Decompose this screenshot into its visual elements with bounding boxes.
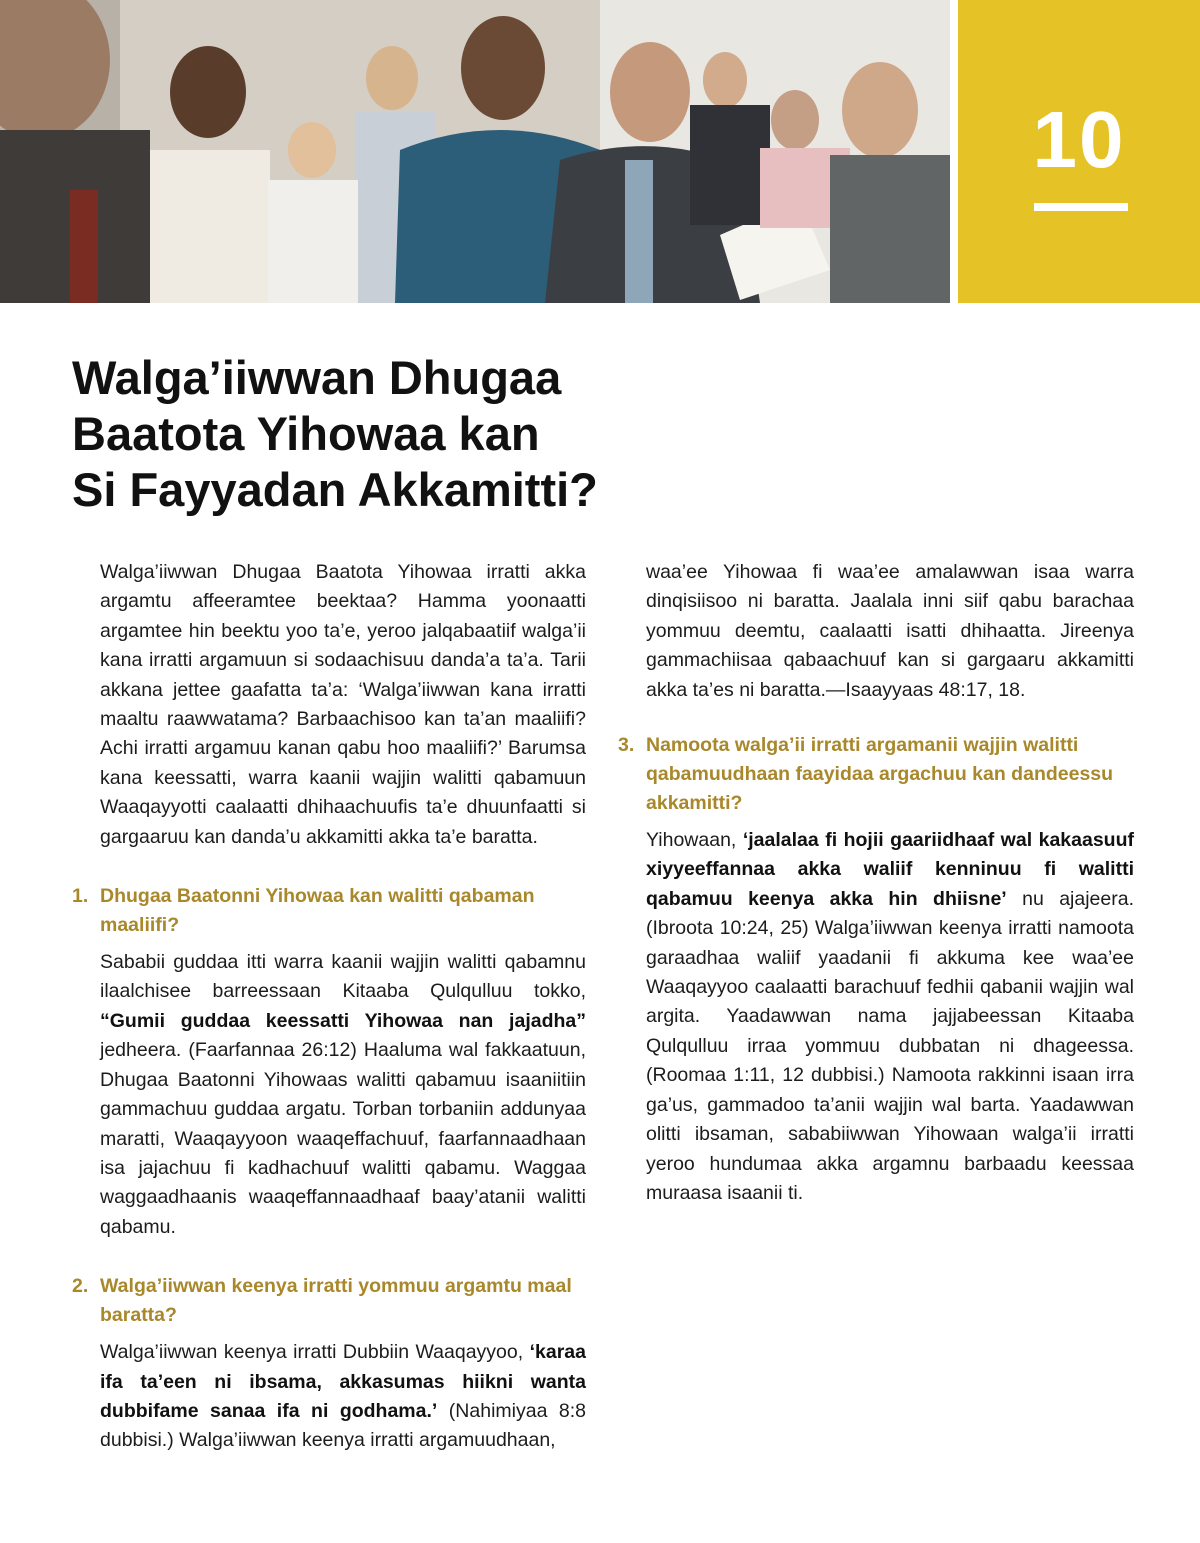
question-heading <box>618 731 1134 818</box>
page-title <box>72 350 712 518</box>
question-text: Walga’iiwwan keenya irratti yommuu argamtu maal baratta? <box>100 1275 572 1327</box>
answer-text: jedheera. (Faarfannaa 26:12) Haaluma wal fakkaatuun, Dhugaa Baatonni Yihowaas walitti qabamuu isaaniitiin gammachuu guddaa argatu. Torban torbaniin addunyaa maratti, Waaqayyoon waaqeffachuuf, faarfannaadhaan isa jajachuu fi kadhachuuf walitti qabamu. Waggaa waggaadhaanis waaqeffannaadhaaf baay’atanii walitti qabamu. <box>100 1039 586 1238</box>
right-column <box>618 558 1134 1208</box>
chapter-underline <box>1034 203 1128 211</box>
chapter-badge <box>958 0 1200 303</box>
answer-continuation: waa’ee Yihowaa fi waa’ee amalawwan isaa warra dinqisiisoo ni baratta. Jaalala inni siif qabu barachaa yommuu deemtu, caalaatti isatti dhihaatta. Jireenya gammachiisaa qabaachuuf kan si gargaaru akkamitti akka ta’es ni baratta.—Isaayyaas 48:17, 18. <box>646 561 1134 701</box>
answer-text: nu ajajeera. (Ibroota 10:24, 25) Walga’iiwwan keenya irratti namoota garaadhaa waliif yaadanii fi akkuma kee waa’ee Waaqayyoo caalaatti barachuuf fedhii qabanii wajjin wal argita. Yaadawwan nama jajjabeessan Kitaaba Qulqulluu irraa yommuu dubbatan ni dhageessa. (Roomaa 1:11, 12 dubbisi.) Namoota rakkinni isaan irra ga’us, gammadoo ta’anii wajjin wal barta. Yaadawwan olitti ibsaman, sababiiwwan Yihowaan walga’ii irratti yeroo hundumaa akka argamnu barbaadu keessaa muraasa isaanii ti. <box>646 887 1135 1204</box>
title-line: Baatota Yihowaa kan <box>72 407 540 460</box>
question-number: 3. <box>618 734 635 757</box>
scripture-quote: ‘jaalalaa fi hojii gaariidhaaf wal kakaasuuf xiyyeeffannaa akka waliif kenninuu fi walitti qabamuu keenya akka hin dhiisne’ <box>646 829 1134 910</box>
answer-text: Yihowaan, <box>646 829 743 852</box>
question-number: 2. <box>72 1275 89 1298</box>
question-number: 1. <box>72 885 89 908</box>
title-line: Walga’iiwwan Dhugaa <box>72 351 562 404</box>
question-text: Namoota walga’ii irratti argamanii wajjin walitti qabamuudhaan faayidaa argachuu kan dandeessu akkamitti? <box>646 734 1114 815</box>
title-line: Si Fayyadan Akkamitti? <box>72 463 598 516</box>
answer-text: Sababii guddaa itti warra kaanii wajjin walitti qabamnu ilaalchisee barreessaan Kitaaba Qulqulluu tokko, <box>100 951 586 1003</box>
congregation-photo-illustration <box>0 0 950 303</box>
scripture-quote: “Gumii guddaa keessatti Yihowaa nan jajadha” <box>100 1009 586 1032</box>
answer-paragraph <box>618 826 1134 1208</box>
answer-paragraph <box>72 1338 586 1456</box>
question-text: Dhugaa Baatonni Yihowaa kan walitti qabaman maaliifi? <box>100 885 535 937</box>
chapter-number: 10 <box>1032 95 1126 184</box>
answer-text: (Nahimiyaa 8:8 dubbisi.) Walga’iiwwan keenya irratti argamuudhaan, <box>100 1399 586 1452</box>
answer-paragraph <box>72 948 586 1242</box>
question-heading <box>72 1272 586 1330</box>
answer-text: Walga’iiwwan keenya irratti Dubbiin Waaqayyoo, <box>100 1341 530 1364</box>
intro-paragraph: Walga’iiwwan Dhugaa Baatota Yihowaa irratti akka argamtu affeeramtee beektaa? Hamma yoonaatti argamtee hin beektu yoo ta’e, yeroo jalqabaatiif walga’ii kana irratti argamuun si sodaachisuu danda’a ta’a. Tarii akkana jettee gaafatta ta’a: ‘Walga’iiwwan kana irratti maaltu raawwatama? Barbaachisoo kan ta’an maaliifi? Achi irratti argamuu kanan qabu hoo maaliifi?’ Barumsa kana keessatti, warra kaanii wajjin walitti qabamuun Waaqayyotti caalaatti dhihaachuufis ta’e dhuunfaatti si gargaaruu kan danda’u akkamitti akka ta’e baratta. <box>100 561 586 848</box>
scripture-quote: ‘karaa ifa ta’een ni ibsama, akkasumas hiikni wanta dubbifame sanaa ifa ni godhama.’ <box>100 1341 586 1422</box>
left-column <box>72 558 586 1456</box>
header-photo <box>0 0 950 303</box>
question-heading <box>72 882 586 940</box>
